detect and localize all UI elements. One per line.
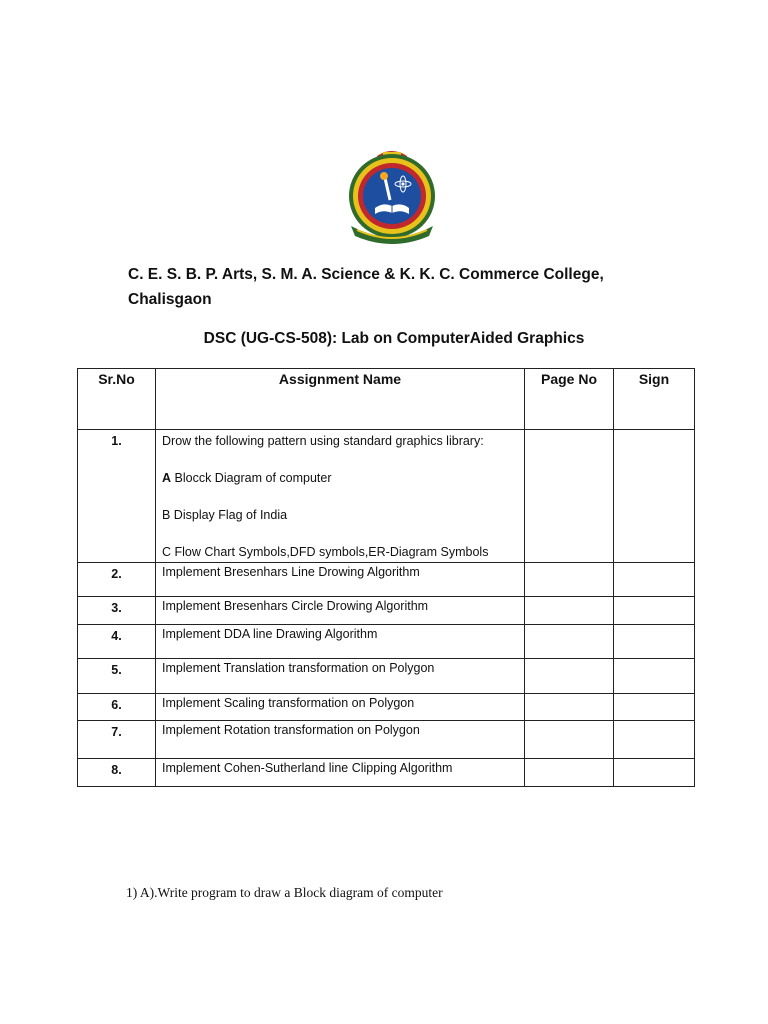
row-item-a-letter: A [162,471,172,485]
row-srno: 7. [78,721,156,759]
row-sign [614,694,695,721]
row-assignment-name: Implement Bresenhars Line Drowing Algorithm [156,563,525,597]
row-item-b: B Display Flag of India [162,508,288,522]
assignment-table [77,368,695,787]
college-name-line1: C. E. S. B. P. Arts, S. M. A. Science & K. K. C. Commerce College, [128,266,604,283]
row-sign [614,430,695,563]
row-page-no [525,625,614,659]
row-srno: 2. [78,563,156,597]
college-name-line2: Chalisgaon [128,291,212,308]
row-page-no [525,430,614,563]
row-page-no [525,694,614,721]
row-page-no [525,563,614,597]
row-srno: 4. [78,625,156,659]
college-logo [345,148,439,244]
row-assignment-name: Implement DDA line Drawing Algorithm [156,625,525,659]
row-sign [614,625,695,659]
row-intro-text: Drow the following pattern using standard graphics library: [162,434,484,448]
row-sign [614,659,695,694]
header-assignment-name: Assignment Name [156,369,525,430]
header-srno: Sr.No [78,369,156,430]
row-item-a-text: Blocck Diagram of computer [171,471,332,485]
row-page-no [525,721,614,759]
row-srno: 1. [78,430,156,563]
header-sign: Sign [614,369,695,430]
row-sign [614,563,695,597]
row-assignment-name: Implement Bresenhars Circle Drowing Algorithm [156,597,525,625]
row-page-no [525,759,614,787]
row-assignment-name: Implement Scaling transformation on Polygon [156,694,525,721]
row-assignment-name: Implement Translation transformation on Polygon [156,659,525,694]
table-header-row [78,369,695,430]
row-item-c: C Flow Chart Symbols,DFD symbols,ER-Diagram Symbols [162,545,489,559]
row-srno: 8. [78,759,156,787]
row-sign [614,597,695,625]
college-name [128,262,648,312]
header-page-no: Page No [525,369,614,430]
row-assignment-name [156,430,525,563]
row-sign [614,721,695,759]
table-row [78,430,695,563]
course-title: DSC (UG-CS-508): Lab on ComputerAided Graphics [203,330,585,347]
row-sign [614,759,695,787]
table-row [78,563,695,597]
row-assignment-name: Implement Rotation transformation on Polygon [156,721,525,759]
row-srno: 6. [78,694,156,721]
table-row [78,721,695,759]
question-text: 1) A).Write program to draw a Block diagram of computer [126,885,443,900]
row-page-no [525,659,614,694]
row-assignment-name: Implement Cohen-Sutherland line Clipping Algorithm [156,759,525,787]
row-srno: 3. [78,597,156,625]
row-page-no [525,597,614,625]
table-row [78,597,695,625]
table-row [78,659,695,694]
table-row [78,694,695,721]
table-row [78,759,695,787]
row-srno: 5. [78,659,156,694]
row-item-a [162,469,524,487]
table-row [78,625,695,659]
